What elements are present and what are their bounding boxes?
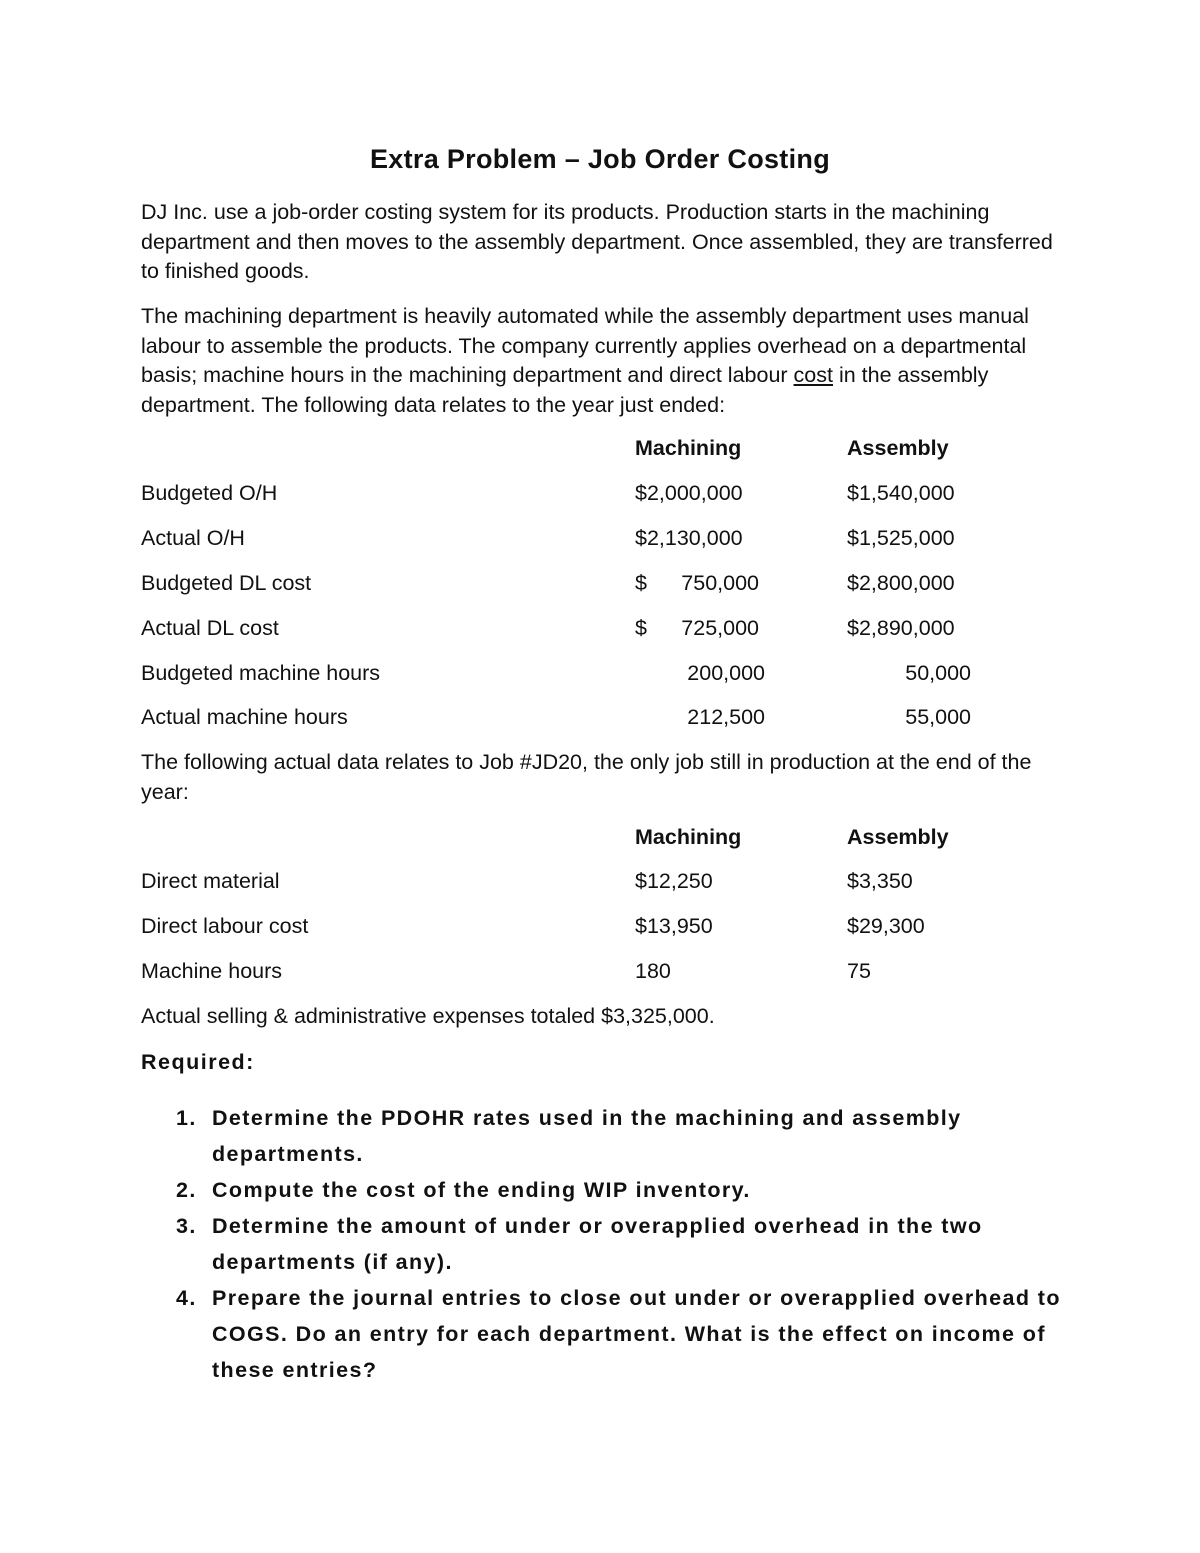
dollar-sign: $ xyxy=(635,571,647,595)
assembly-value: $1,525,000 xyxy=(847,526,955,550)
question-number: 4. xyxy=(176,1286,197,1310)
intro-paragraph-2 xyxy=(141,302,1061,420)
table-row xyxy=(141,702,1061,732)
selling-admin-paragraph: Actual selling & administrative expenses totaled $3,325,000. xyxy=(141,1004,715,1028)
question-text: Determine the amount of under or overapplied overhead in the two departments (if any). xyxy=(212,1214,983,1274)
row-label: Direct labour cost xyxy=(141,914,309,938)
required-heading: Required: xyxy=(141,1050,255,1074)
table-row xyxy=(141,658,1061,688)
table-row xyxy=(141,523,1061,553)
intro-paragraph-2-text-b: in the assembly department. The following data relates to the year just ended: xyxy=(141,363,989,417)
row-label: Actual O/H xyxy=(141,526,245,550)
row-label: Direct material xyxy=(141,869,280,893)
row-label: Actual DL cost xyxy=(141,616,279,640)
machining-value: $13,950 xyxy=(635,914,713,938)
machining-value: $2,130,000 xyxy=(635,526,743,550)
table-row xyxy=(141,956,1061,986)
table2-header-machining: Machining xyxy=(635,825,742,849)
question-number: 2. xyxy=(176,1178,197,1202)
table1-header xyxy=(141,433,1061,463)
question-text: Determine the PDOHR rates used in the machining and assembly departments. xyxy=(212,1106,962,1166)
row-label: Budgeted O/H xyxy=(141,481,278,505)
table1-header-machining: Machining xyxy=(635,436,742,460)
row-label: Machine hours xyxy=(141,959,283,983)
table-row xyxy=(141,568,1061,598)
assembly-value: 55,000 xyxy=(905,705,971,729)
machining-value: $2,000,000 xyxy=(635,481,743,505)
machining-value: 750,000 xyxy=(681,571,759,595)
row-label: Budgeted DL cost xyxy=(141,571,312,595)
machining-value: 212,500 xyxy=(687,705,765,729)
question-number: 1. xyxy=(176,1106,197,1130)
machining-value: 180 xyxy=(635,959,671,983)
assembly-value: $29,300 xyxy=(847,914,925,938)
table-row xyxy=(141,866,1061,896)
page-title: Extra Problem – Job Order Costing xyxy=(369,144,830,174)
assembly-value: $1,540,000 xyxy=(847,481,955,505)
job-intro-paragraph: The following actual data relates to Job #JD20, the only job still in production at the end of the year: xyxy=(141,750,1032,804)
required-questions-list xyxy=(141,1100,1071,1388)
row-label: Actual machine hours xyxy=(141,705,348,729)
assembly-value: $3,350 xyxy=(847,869,913,893)
row-label: Budgeted machine hours xyxy=(141,661,381,685)
list-item xyxy=(141,1172,1071,1208)
dollar-sign: $ xyxy=(635,616,647,640)
table-row xyxy=(141,478,1061,508)
list-item xyxy=(141,1100,1071,1172)
table-row xyxy=(141,911,1061,941)
assembly-value: $2,800,000 xyxy=(847,571,955,595)
table2-header-assembly: Assembly xyxy=(847,825,949,849)
question-number: 3. xyxy=(176,1214,197,1238)
machining-value: 725,000 xyxy=(681,616,759,640)
machining-value: $12,250 xyxy=(635,869,713,893)
machining-value: 200,000 xyxy=(687,661,765,685)
assembly-value: $2,890,000 xyxy=(847,616,955,640)
intro-paragraph-1: DJ Inc. use a job-order costing system for its products. Production starts in the machining department and then moves to the assembly department. Once assembled, they are transferred to finished goods. xyxy=(141,200,1053,283)
intro-paragraph-2-text-a: The machining department is heavily automated while the assembly department uses manual labour to assemble the products. The company currently applies overhead on a departmental basis; machine hours in the machining department and direct labour xyxy=(141,304,1029,387)
list-item xyxy=(141,1280,1071,1388)
assembly-value: 75 xyxy=(847,959,871,983)
table-row xyxy=(141,613,1061,643)
list-item xyxy=(141,1208,1071,1280)
underlined-word-cost: cost xyxy=(793,363,833,387)
table1-header-assembly: Assembly xyxy=(847,436,949,460)
question-text: Compute the cost of the ending WIP inventory. xyxy=(212,1178,751,1202)
assembly-value: 50,000 xyxy=(905,661,971,685)
table2-header xyxy=(141,822,1061,852)
question-text: Prepare the journal entries to close out under or overapplied overhead to COGS. Do an entry for each department. What is the effect on income of these entries? xyxy=(212,1286,1061,1382)
